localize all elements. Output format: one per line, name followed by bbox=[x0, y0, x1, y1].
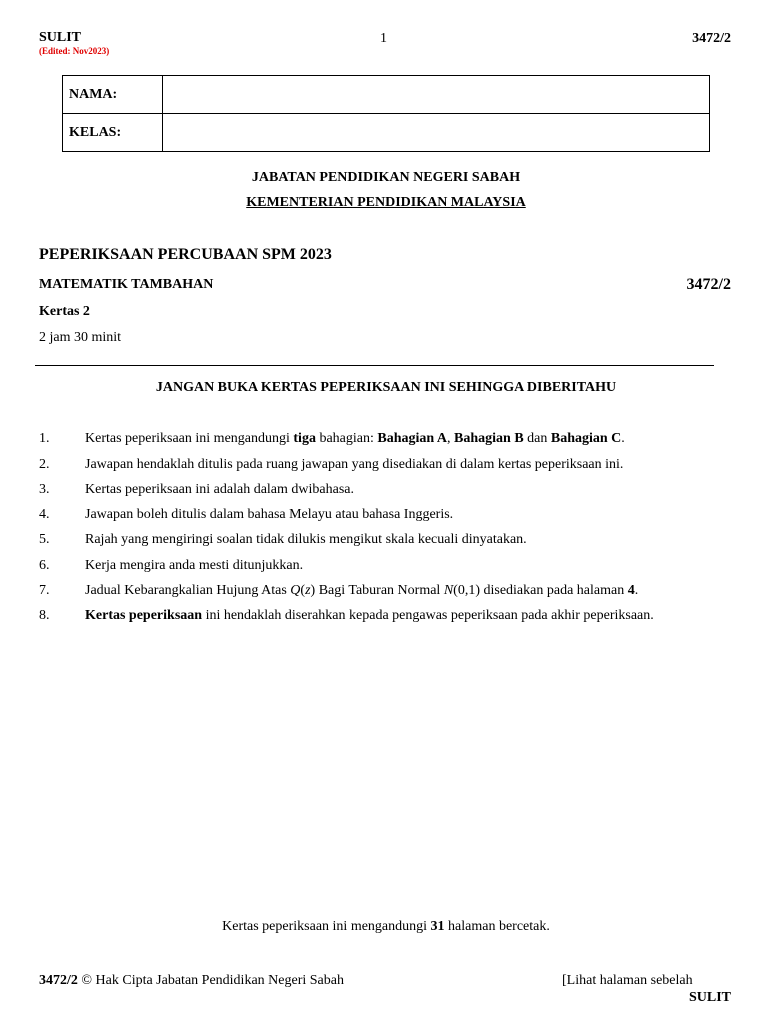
do-not-open-warning: JANGAN BUKA KERTAS PEPERIKSAAN INI SEHINGGA DIBERITAHU bbox=[155, 380, 617, 395]
footer-sulit: SULIT bbox=[688, 990, 731, 1005]
footer-copyright-text: © Hak Cipta Jabatan Pendidikan Negeri Sabah bbox=[77, 973, 344, 988]
instruction-item bbox=[39, 506, 739, 524]
pages-note-before: Kertas peperiksaan ini mengandungi bbox=[222, 919, 431, 934]
instruction-item bbox=[39, 582, 739, 600]
instruction-text: Rajah yang mengiringi soalan tidak dilukis mengikut skala kecuali dinyatakan. bbox=[85, 532, 527, 547]
printed-pages-note bbox=[0, 919, 768, 935]
instruction-text: Kertas peperiksaan ini mengandungi bbox=[85, 431, 294, 446]
instruction-text: tiga bbox=[293, 431, 316, 446]
name-label: NAMA: bbox=[63, 76, 163, 114]
footer-next-page: [Lihat halaman sebelah bbox=[562, 973, 693, 988]
header-edited-note: (Edited: Nov2023) bbox=[39, 46, 110, 56]
class-field[interactable] bbox=[163, 114, 710, 152]
instruction-number: 1. bbox=[39, 431, 50, 446]
instruction-text: dan bbox=[523, 431, 551, 446]
instruction-item bbox=[39, 607, 739, 625]
instruction-text: Jawapan hendaklah ditulis pada ruang jawapan yang disediakan di dalam kertas peperiksaan ini. bbox=[85, 457, 624, 472]
divider-line bbox=[35, 365, 714, 366]
footer-copyright bbox=[39, 973, 344, 989]
instruction-item bbox=[39, 481, 739, 499]
instruction-text: ini hendaklah diserahkan kepada pengawas peperiksaan pada akhir peperiksaan. bbox=[202, 608, 654, 623]
subject-code: 3472/2 bbox=[686, 276, 731, 293]
instruction-number: 3. bbox=[39, 482, 50, 497]
instruction-item bbox=[39, 531, 739, 549]
paper-number: Kertas 2 bbox=[39, 304, 90, 319]
instruction-item bbox=[39, 557, 739, 575]
instruction-number: 7. bbox=[39, 583, 50, 598]
instruction-text: Jadual Kebarangkalian Hujung Atas bbox=[85, 583, 291, 598]
issuer-line-1: JABATAN PENDIDIKAN NEGERI SABAH bbox=[251, 170, 521, 185]
instruction-text: Q bbox=[290, 583, 301, 598]
instruction-item bbox=[39, 430, 739, 448]
instruction-text: z bbox=[305, 583, 311, 598]
issuer-line-2-wrap bbox=[0, 195, 768, 211]
instruction-number: 8. bbox=[39, 608, 50, 623]
instruction-text: . bbox=[634, 583, 639, 598]
instruction-text: Kertas peperiksaan ini adalah dalam dwibahasa. bbox=[85, 482, 355, 497]
instruction-number: 4. bbox=[39, 507, 50, 522]
header-sulit: SULIT bbox=[39, 30, 82, 45]
exam-duration: 2 jam 30 minit bbox=[39, 330, 122, 345]
instruction-text: Jawapan boleh ditulis dalam bahasa Melayu atau bahasa Inggeris. bbox=[85, 507, 454, 522]
pages-count: 31 bbox=[430, 919, 445, 934]
exam-title: PEPERIKSAAN PERCUBAAN SPM 2023 bbox=[39, 246, 332, 263]
instruction-number: 2. bbox=[39, 457, 50, 472]
class-label: KELAS: bbox=[63, 114, 163, 152]
page-number: 1 bbox=[380, 31, 387, 46]
instruction-text: Bahagian B bbox=[454, 431, 524, 446]
header-paper-code: 3472/2 bbox=[692, 31, 731, 46]
instruction-number: 6. bbox=[39, 558, 50, 573]
footer-code: 3472/2 bbox=[39, 973, 78, 988]
instruction-text: Bahagian A bbox=[377, 431, 448, 446]
instruction-text: bahagian: bbox=[315, 431, 378, 446]
instruction-text: Bahagian C bbox=[550, 431, 622, 446]
instruction-item bbox=[39, 456, 739, 474]
instruction-number: 5. bbox=[39, 532, 50, 547]
pages-note-after: halaman bercetak. bbox=[444, 919, 550, 934]
instruction-text: . bbox=[621, 431, 625, 446]
instruction-text: ) Bagi Taburan Normal bbox=[310, 583, 444, 598]
instruction-text: (0,1) disediakan pada halaman bbox=[453, 583, 628, 598]
instruction-text: Kertas peperiksaan bbox=[85, 608, 203, 623]
instruction-text: 4 bbox=[627, 583, 635, 598]
instruction-text: N bbox=[443, 583, 454, 598]
student-id-box bbox=[62, 75, 710, 152]
instruction-text: Kerja mengira anda mesti ditunjukkan. bbox=[85, 558, 304, 573]
instruction-text: ( bbox=[300, 583, 306, 598]
issuer-line-2: KEMENTERIAN PENDIDIKAN MALAYSIA bbox=[246, 195, 526, 210]
instruction-text: , bbox=[447, 431, 455, 446]
subject-name: MATEMATIK TAMBAHAN bbox=[39, 277, 214, 292]
name-field[interactable] bbox=[163, 76, 710, 114]
